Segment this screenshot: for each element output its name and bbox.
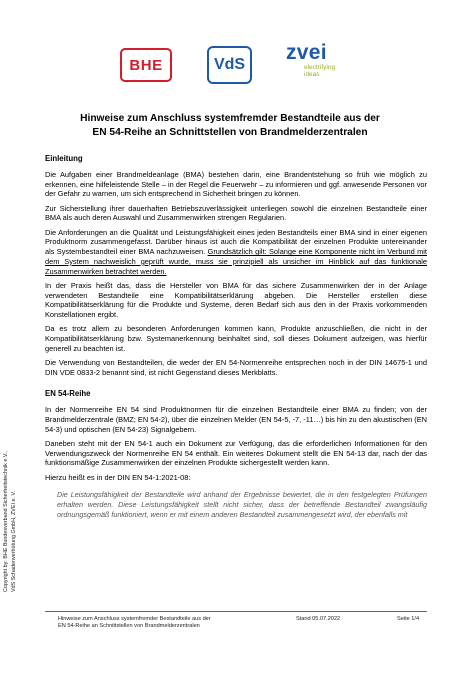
footer-date: Stand 05.07.2022 xyxy=(296,616,341,622)
copyright-line-1: Copyright by: BHE Bundesverband Sicherheitstechnik e.V., xyxy=(3,451,9,592)
zvei-tagline-2: ideas xyxy=(304,71,320,78)
paragraph: Die Verwendung von Bestandteilen, die weder der EN 54-Normenreihe entsprechen noch in der DIN 14675-1 und DIN VDE 0833-2 benannt sind, ist nicht Gegenstand dieses Merkblatts. xyxy=(45,357,427,377)
vds-logo xyxy=(207,46,252,84)
paragraph: Da es trotz allem zu besonderen Anforderungen kommen kann, Produkte anzuschließen, die nicht in der Kompatibilitätserklärung bzw. Systemanerkennung beinhaltet sind, soll dieses Dokument aufzeigen, was hierfür generell zu beachten ist. xyxy=(45,324,427,353)
title-line-2: EN 54-Reihe an Schnittstellen von Brandmelderzentralen xyxy=(92,127,368,138)
section-heading-en54: EN 54-Reihe xyxy=(45,389,91,399)
paragraph: In der Normenreihe EN 54 sind Produktnormen für die einzelnen Bestandteile einer BMA zu finden; von der Brandmelderzentrale (BMZ; EN 54-2), über die einzelnen Melder (EN 54-5, -7, -11…) bis hin zu den akustischen (EN 54-3) und optischen (EN 54-23) Signalgebern. xyxy=(45,405,427,434)
document-body xyxy=(45,154,427,519)
paragraph: Zur Sicherstellung ihrer dauerhaften Betriebszuverlässigkeit unterliegen sowohl die einzelnen Bestandteile einer BMA als auch deren Auswahl und Zusammenwirken strengen Regularien. xyxy=(45,203,427,223)
footer-title xyxy=(58,616,278,631)
copyright-note xyxy=(2,332,24,592)
title-line-1: Hinweise zum Anschluss systemfremder Bestandteile aus der xyxy=(80,113,380,124)
zvei-logo-text: zvei xyxy=(286,41,327,64)
paragraph: Daneben steht mit der EN 54-1 auch ein Dokument zur Verfügung, das die erforderlichen Informationen für den Verwendungszweck der Normenreihe EN 54 enthält. Ein weiteres Dokument stellt die EN 54-13 dar, nach der das funktionsmäßige Zusammenwirken der einzelnen Produkte sichergestellt werden kann. xyxy=(45,439,427,468)
footer-divider xyxy=(45,611,427,612)
paragraph xyxy=(45,228,427,277)
bhe-logo xyxy=(120,48,172,82)
page-number: Seite 1/4 xyxy=(397,616,420,622)
paragraph: Die Aufgaben einer Brandmeldeanlage (BMA) bestehen darin, eine Brandentstehung so früh wie möglich zu erkennen, eine hilfeleistende Stelle – in der Regel die Feuerwehr – zu informieren und ggf. anwesende Personen vor der Gefahr zu warnen, um sich entsprechend in Sicherheit bringen zu können. xyxy=(45,170,427,199)
document-title xyxy=(30,112,430,140)
paragraph: Hierzu heißt es in der DIN EN 54-1:2021-08: xyxy=(45,472,191,482)
underlined-statement: Grundsätzlich gilt: Solange eine Komponente nicht im Verbund mit dem System nachweislich geprüft wurde, muss sie prinzipiell als unsicher im Hinblick auf das funktionale Zusammenwirken betrachtet werden. xyxy=(45,247,427,276)
copyright-line-2: VdS Schadenverhütung GmbH, ZVEI e. V. xyxy=(11,490,17,592)
paragraph-text: Die Anforderungen an die Qualität und Leistungsfähigkeit eines jeden Bestandteils einer BMA sind in einer eigenen Produktnorm zusammengefasst. Darüber hinaus ist auch die Kompatibilität der einzelnen Produkte untereinander als Systembestandteil einer BMA nachzuweisen. xyxy=(45,227,427,257)
zvei-logo xyxy=(286,42,346,90)
footer-line-2: EN 54-Reihe an Schnittstellen von Brandmelderzentralen xyxy=(58,623,200,630)
bhe-logo-text: BHE xyxy=(129,56,163,74)
footer-line-1: Hinweise zum Anschluss systemfremder Bestandteile aus der xyxy=(58,616,211,622)
section-heading-einleitung: Einleitung xyxy=(45,154,83,163)
paragraph: In der Praxis heißt das, dass die Hersteller von BMA für das sichere Zusammenwirken der in der Anlage verwendeten Bestandteile eine Kompatibilitätserklärung abgeben. Die Hersteller erstellen diese Kompatibilitätserklärung für die Produkte und Systeme, deren Bedarf sich aus den in der Praxis vorkommenden Konstellationen ergibt. xyxy=(45,280,427,319)
zvei-tagline-1: electrifying xyxy=(304,64,336,71)
vds-logo-text: VdS xyxy=(213,56,246,73)
norm-quote: Die Leistungsfähigkeit der Bestandteile wird anhand der Ergebnisse bewertet, die in den festgelegten Prüfungen erhalten werden. Diese Leistungsfähigkeit stellt nicht sicher, dass der betreffende Bestandteil zwangsläufig ordnungsgemäß funktioniert, wenn er mit einem anderen Bestandteil zusammengesetzt wird, der ebenfalls mit xyxy=(57,490,427,519)
